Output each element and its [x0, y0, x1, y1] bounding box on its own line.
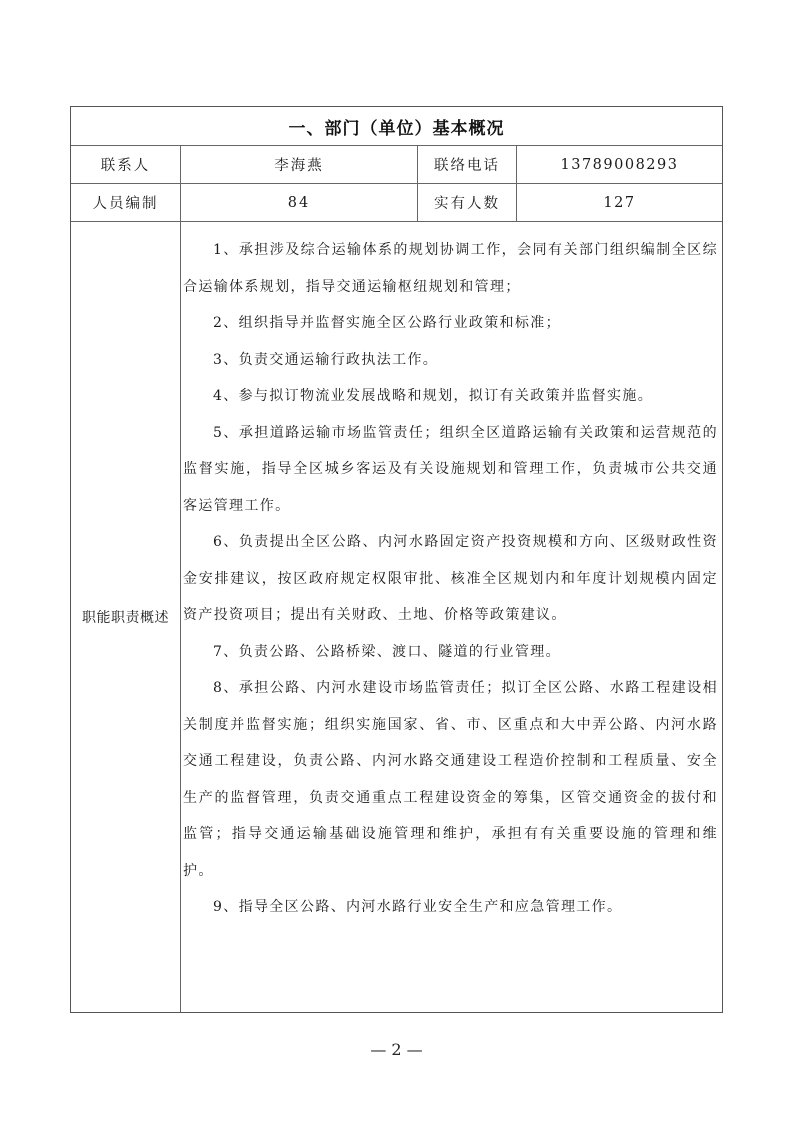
duty-item: 2、组织指导并监督实施全区公路行业政策和标准； — [213, 315, 561, 331]
duty-item: 9、指导全区公路、内河水路行业安全生产和应急管理工作。 — [213, 899, 623, 915]
duty-item: 6、负责提出全区公路、内河水路固定资产投资规模和方向、区级财政性资金安排建议，按区政府规定权限审批、核准全区规划内和年度计划规模内固定资产投资项目；提出有关财政、土地、价格等政策建议。 — [183, 534, 718, 623]
contact-value: 李海燕 — [181, 146, 418, 183]
contact-row — [71, 146, 722, 184]
duty-item: 8、承担公路、内河水建设市场监管责任；拟订全区公路、水路工程建设相关制度并监督实施；组织实施国家、省、市、区重点和大中弄公路、内河水路交通工程建设，负责公路、内河水路交通建设工程造价控制和工程质量、安全生产的监督管理，负责交通重点工程建设资金的筹集，区管交通资金的拔付和监管；指导交通运输基础设施管理和维护，承担有有关重要设施的管理和维护。 — [183, 680, 718, 879]
duties-list — [181, 222, 722, 1012]
duties-label: 职能职责概述 — [71, 222, 181, 1012]
staffing-value: 84 — [181, 184, 418, 221]
staffing-label: 人员编制 — [71, 184, 181, 221]
basic-info-table — [70, 106, 723, 1013]
title-row — [71, 107, 722, 146]
page-number: — 2 — — [370, 1040, 423, 1059]
duty-item: 5、承担道路运输市场监管责任；组织全区道路运输有关政策和运营规范的监督实施，指导全区城乡客运及有关设施规划和管理工作，负责城市公共交通客运管理工作。 — [183, 424, 718, 514]
actual-staff-value: 127 — [603, 194, 636, 211]
duty-item: 3、负责交通运输行政执法工作。 — [213, 351, 439, 368]
actual-staff-label: 实有人数 — [418, 184, 517, 221]
section-title: 一、部门（单位）基本概况 — [288, 118, 505, 139]
phone-value: 13789008293 — [560, 156, 679, 173]
duty-item: 1、承担涉及综合运输体系的规划协调工作，会同有关部门组织编制全区综合运输体系规划，指导交通运输枢纽规划和管理； — [183, 242, 718, 295]
phone-label: 联络电话 — [418, 146, 517, 183]
staffing-row — [71, 184, 722, 222]
duty-item: 4、参与拟订物流业发展战略和规划，拟订有关政策并监督实施。 — [213, 388, 654, 404]
contact-label: 联系人 — [71, 146, 181, 183]
duty-item: 7、负责公路、公路桥梁、渡口、隧道的行业管理。 — [213, 643, 561, 660]
